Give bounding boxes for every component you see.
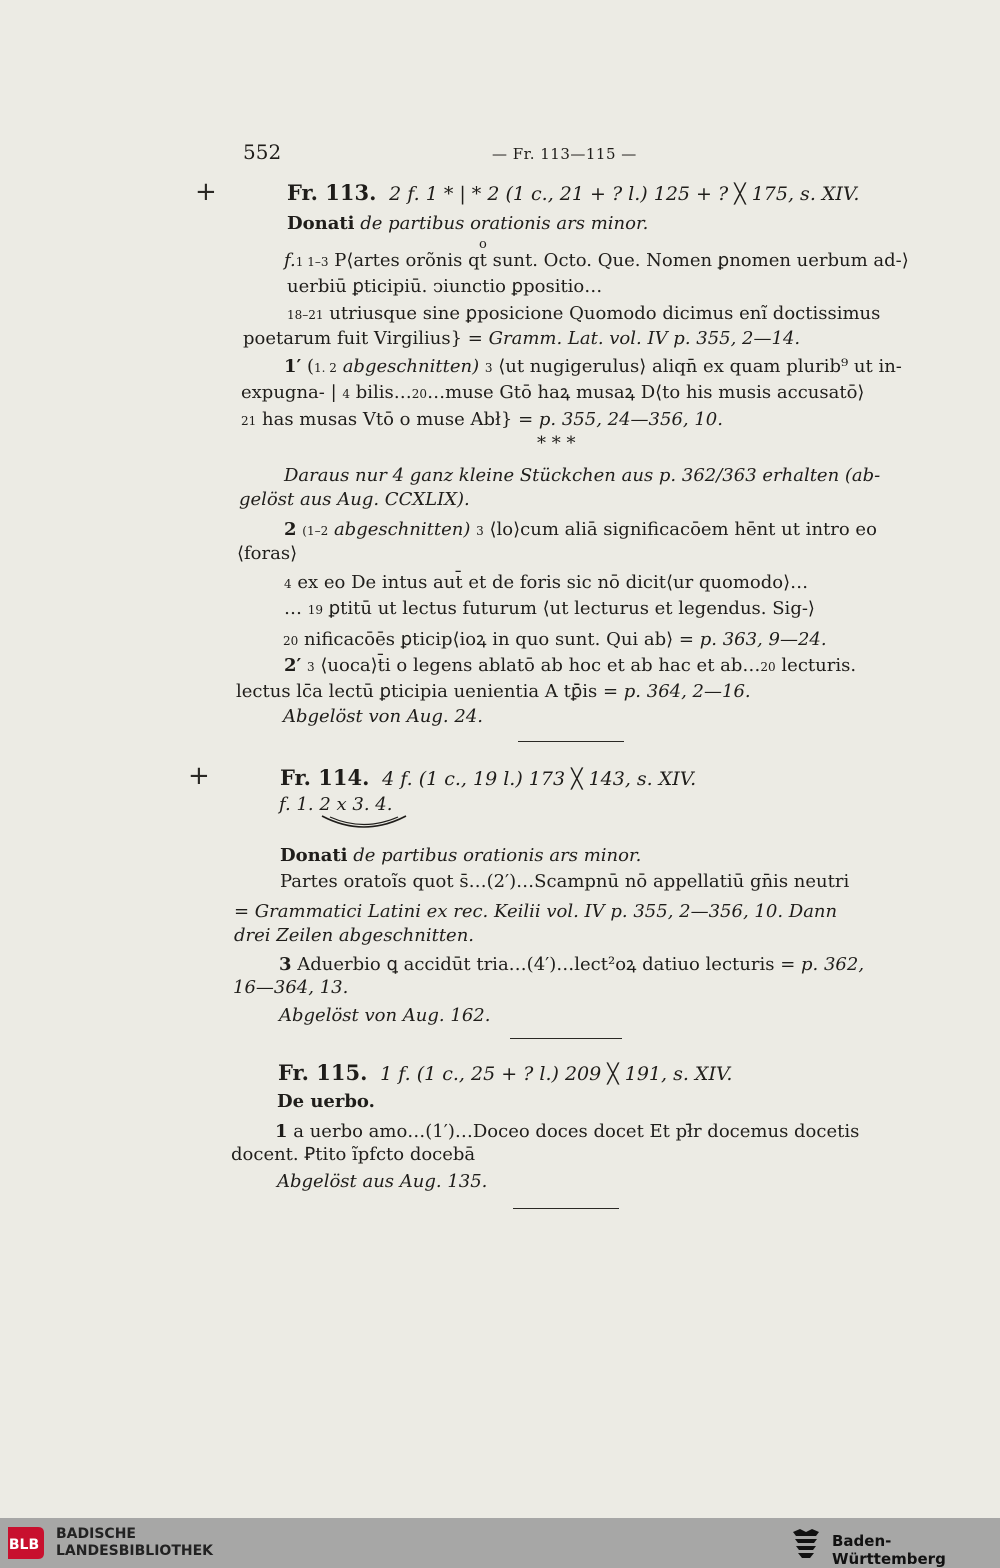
fr113-subtitle-bold: Donati <box>287 213 355 234</box>
paren: ( <box>307 356 315 377</box>
fr113-line-14 <box>283 628 827 653</box>
fr113-line-6 <box>241 381 864 406</box>
line-ref: (1–2 <box>302 524 329 538</box>
line-ref: 3 <box>476 524 484 538</box>
transcription-text: …muse Gtō haꝝ musaꝝ D⟨to his musis accusatō⟩ <box>427 382 865 403</box>
fr115-subtitle: De uerbo. <box>277 1091 375 1112</box>
fr113-line-3 <box>287 302 880 327</box>
fr114-line-2: = Grammatici Latini ex rec. Keilii vol. IV p. 355, 2—356, 10. Dann <box>234 901 838 922</box>
edition-reference: = p. 364, 2—16. <box>602 681 751 702</box>
fr113-line-15 <box>284 654 856 679</box>
fr113-provenance: Abgelöst von Aug. 24. <box>283 706 483 727</box>
line-ref: 19 <box>307 603 324 617</box>
section-divider <box>513 1208 619 1209</box>
line-ref: 20 <box>760 660 776 674</box>
fr113-heading-desc: 2 f. 1 * | * 2 (1 c., 21 + ? l.) 125 + ? ╳ 175, s. XIV. <box>389 183 860 205</box>
fr114-subtitle <box>280 844 641 868</box>
blb-logo-icon[interactable] <box>4 1525 46 1561</box>
blb-name-line-2: LANDESBIBLIOTHEK <box>56 1543 214 1559</box>
fr113-line-2: uerbiū ꝑticipiū. ↄiunctio ꝑpositio… <box>287 276 603 297</box>
transcription-text: ⟨lo⟩cum aliā significacōem hēnt ut intro eo <box>489 519 877 540</box>
fr114-line-3: drei Zeilen abgeschnitten. <box>234 925 475 946</box>
line-ref: 21 <box>241 414 257 428</box>
line-ref: 1 1–3 <box>295 255 329 269</box>
fr113-line-12 <box>284 571 808 596</box>
section-stars: * * * <box>537 433 576 454</box>
section-divider <box>510 1038 622 1039</box>
fr113-line-5 <box>284 355 902 380</box>
fr113-line-16 <box>236 680 751 704</box>
line-ref: 1. 2 <box>314 361 337 375</box>
transcription-text: Aduerbio ꝗ accidūt tria…(4′)…lect²oꝝ datiuo lecturis <box>297 954 775 975</box>
note-italic: abgeschnitten) <box>342 356 480 377</box>
fr113-line-13 <box>284 597 815 622</box>
line-ref: 3 <box>484 361 493 375</box>
edition-reference: = p. 363, 9—24. <box>678 629 827 650</box>
fr113-heading <box>287 180 859 205</box>
transcription-text: ꝑtitū ut lectus futurum ⟨ut lecturus et legendus. Sig-⟩ <box>328 598 815 619</box>
line-ref: 20 <box>283 634 299 648</box>
fr114-heading-label: Fr. 114. <box>280 765 370 790</box>
bw-lions-icon[interactable] <box>790 1527 822 1561</box>
edition-reference: = p. 355, 24—356, 10. <box>518 409 723 430</box>
line-ref: 4 <box>284 577 292 591</box>
margin-mark-fr113: + <box>195 177 217 207</box>
fr114-subtitle-italic: de partibus orationis ars minor. <box>353 845 642 866</box>
page-number: 552 <box>243 140 282 164</box>
fr113-line-11: ⟨foras⟩ <box>237 543 298 564</box>
fr114-provenance: Abgelöst von Aug. 162. <box>279 1005 491 1026</box>
line-ref: 3 <box>307 660 315 674</box>
transcription-text: utriusque sine ꝑposicione Quomodo dicimus enĩ doctissimus <box>329 303 881 324</box>
fr113-note-2: gelöst aus Aug. CCXLIX). <box>239 489 470 510</box>
transcription-text: lectus lc̄a lectū ꝑticipia uenientia A tꝑ̄is <box>236 681 598 702</box>
binding-arc <box>318 812 410 836</box>
leaf-number: 2 <box>284 519 297 540</box>
transcription-text: nificacōēs ꝑticip⟨ioꝝ in quo sunt. Qui ab⟩ <box>304 629 674 650</box>
transcription-text: P⟨artes orõnis qt sunt. Octo. Que. Nomen ꝑnomen uerbum ad-⟩ <box>334 250 909 271</box>
fr114-line-4 <box>279 953 864 977</box>
fr115-heading-label: Fr. 115. <box>278 1060 368 1085</box>
edition-reference: = p. 362, <box>780 954 865 975</box>
section-divider <box>518 741 624 742</box>
transcription-text: expugna- | <box>241 382 337 403</box>
fr114-line-5: 16—364, 13. <box>233 977 349 998</box>
ellipsis: … <box>284 598 302 619</box>
transcription-text: ex eo De intus aut̄ et de foris sic nō dicit⟨ur quomodo⟩… <box>297 572 809 593</box>
fr115-heading-desc: 1 f. (1 c., 25 + ? l.) 209 ╳ 191, s. XIV. <box>380 1063 733 1085</box>
transcription-text: a uerbo amo…(1′)…Doceo doces docet Et pł̄r docemus docetis <box>293 1121 860 1142</box>
running-head: — Fr. 113—115 — <box>492 145 637 163</box>
fr113-line-7 <box>241 408 723 433</box>
fr114-heading-desc: 4 f. (1 c., 19 l.) 173 ╳ 143, s. XIV. <box>382 768 697 790</box>
transcription-text: bilis… <box>355 382 412 403</box>
edition-reference: = Gramm. Lat. vol. IV p. 355, 2—14. <box>467 328 801 349</box>
line-ref: 20 <box>411 387 428 401</box>
fr113-subtitle-italic: de partibus orationis ars minor. <box>360 213 649 234</box>
leaf-number: 1′ <box>284 356 302 377</box>
transcription-text: ⟨ut nugigerulus⟩ aliqn̄ ex quam plurib⁹ ut in- <box>498 356 902 377</box>
fr113-superscript: o <box>479 237 487 252</box>
blb-name-line-1: BADISCHE <box>56 1526 136 1542</box>
fr114-line-1: Partes oratoĩs quot s̄…(2′)…Scampnū nō appellatiū gn̄is neutri <box>280 871 850 892</box>
transcription-text: poetarum fuit Virgilius} <box>243 328 463 349</box>
fr114-heading <box>280 765 696 790</box>
fr115-line-1 <box>275 1120 859 1144</box>
fr114-subtitle-bold: Donati <box>280 845 348 866</box>
leaf-number: 3 <box>279 954 292 975</box>
fr113-line-4 <box>243 327 800 351</box>
blb-badge-text: BLB <box>8 1537 40 1553</box>
leaf-number: 1 <box>275 1121 288 1142</box>
fr115-provenance: Abgelöst aus Aug. 135. <box>277 1171 488 1192</box>
bw-name[interactable]: Baden-Württemberg <box>832 1532 946 1568</box>
note-italic: abgeschnitten) <box>333 519 471 540</box>
transcription-text: has musas Vtō o muse Abł} <box>262 409 513 430</box>
leaf-number: 2′ <box>284 655 302 676</box>
transcription-text: lecturis. <box>781 655 857 676</box>
fr114-folio-scheme: f. 1. 2 x 3. 4. <box>279 794 393 815</box>
fr113-note-1: Daraus nur 4 ganz kleine Stückchen aus p. 362/363 erhalten (ab- <box>284 465 881 486</box>
line-ref: 4 <box>342 387 351 401</box>
fr115-line-2: docent. Ꝑtito ĩpfcto docebā <box>231 1144 476 1165</box>
blb-name[interactable] <box>56 1526 213 1560</box>
margin-mark-fr114: + <box>188 761 210 791</box>
fr113-line-1 <box>284 249 909 274</box>
fr115-heading <box>278 1060 732 1085</box>
fr113-subtitle <box>287 212 648 236</box>
fr113-heading-label: Fr. 113. <box>287 180 377 205</box>
footer-bar <box>0 1518 1000 1568</box>
line-ref: 18–21 <box>287 308 324 322</box>
fr113-line-10 <box>284 518 877 543</box>
transcription-text: ⟨uoca⟩t̄i o legens ablatō ab hoc et ab hac et ab… <box>320 655 761 676</box>
folio-prefix: f. <box>284 250 296 271</box>
